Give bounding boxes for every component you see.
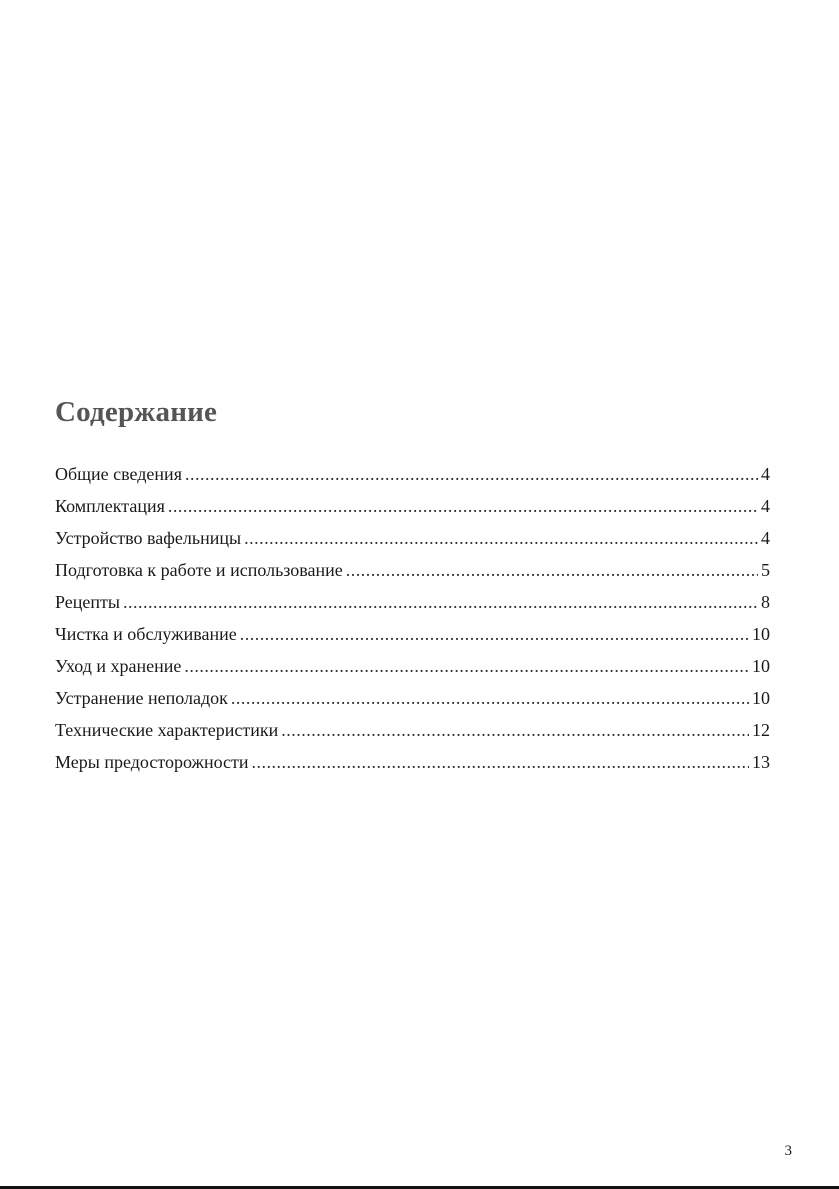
- toc-entry-label: Чистка и обслуживание: [55, 624, 237, 644]
- table-of-contents: [55, 458, 770, 778]
- page-number: 3: [784, 1143, 792, 1159]
- toc-dot-leader: [168, 490, 758, 522]
- toc-dot-leader: [184, 650, 749, 682]
- toc-entry-label: Рецепты: [55, 592, 120, 612]
- toc-entry-label: Устройство вафельницы: [55, 528, 242, 548]
- toc-entry[interactable]: [55, 746, 770, 778]
- toc-entry-label: Комплектация: [55, 496, 165, 516]
- toc-entry-page: 5: [761, 560, 770, 580]
- toc-dot-leader: [244, 522, 758, 554]
- toc-entry[interactable]: [55, 554, 770, 586]
- toc-dot-leader: [123, 586, 758, 618]
- toc-entry-page: 10: [752, 688, 770, 708]
- toc-entry-label: Подготовка к работе и использование: [55, 560, 343, 580]
- toc-entry-label: Уход и хранение: [55, 656, 182, 676]
- toc-dot-leader: [281, 714, 749, 746]
- toc-entry[interactable]: [55, 714, 770, 746]
- toc-entry-page: 8: [761, 592, 770, 612]
- toc-entry-label: Технические характеристики: [55, 720, 279, 740]
- toc-entry[interactable]: [55, 650, 770, 682]
- toc-entry[interactable]: [55, 682, 770, 714]
- toc-entry[interactable]: [55, 458, 770, 490]
- toc-entry-label: Устранение неполадок: [55, 688, 228, 708]
- toc-dot-leader: [252, 746, 749, 778]
- toc-dot-leader: [346, 554, 758, 586]
- toc-dot-leader: [185, 458, 758, 490]
- toc-entry-page: 4: [761, 464, 770, 484]
- toc-entry-page: 10: [752, 624, 770, 644]
- toc-entry-page: 12: [752, 720, 770, 740]
- toc-entry-page: 4: [761, 528, 770, 548]
- toc-dot-leader: [240, 618, 749, 650]
- toc-entry-label: Меры предосторожности: [55, 752, 249, 772]
- toc-entry-page: 10: [752, 656, 770, 676]
- toc-entry[interactable]: [55, 618, 770, 650]
- toc-dot-leader: [231, 682, 749, 714]
- toc-entry-label: Общие сведения: [55, 464, 182, 484]
- toc-entry-page: 4: [761, 496, 770, 516]
- toc-entry[interactable]: [55, 490, 770, 522]
- toc-entry[interactable]: [55, 522, 770, 554]
- toc-entry-page: 13: [752, 752, 770, 772]
- toc-entry[interactable]: [55, 586, 770, 618]
- toc-title: Содержание: [55, 396, 218, 428]
